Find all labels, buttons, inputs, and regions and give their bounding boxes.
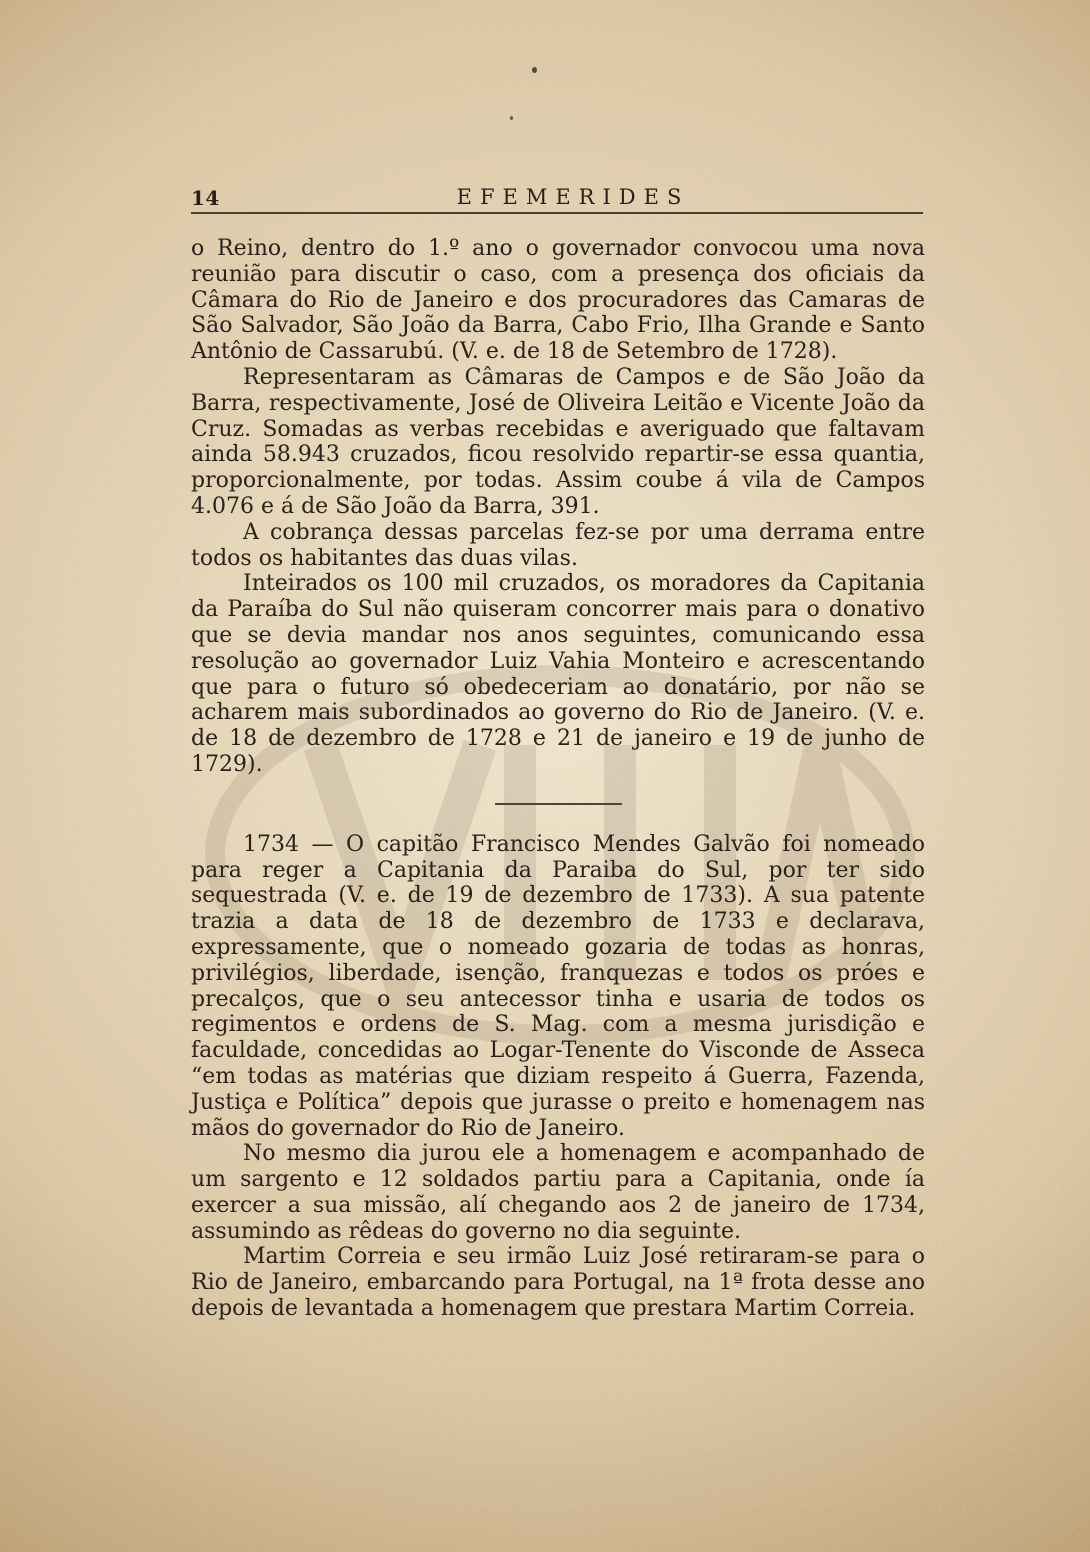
paragraph-collection: A cobrança dessas parcelas fez-se por uma derrama entre todos os habitantes das duas vilas. [191, 519, 925, 571]
page-header [191, 184, 923, 214]
body-text [191, 236, 925, 1322]
paragraph-1734-appointment: 1734 — O capitão Francisco Mendes Galvão foi nomeado para reger a Capitania da Paraiba do Sul, por ter sido sequestrada (V. e. de 19 de dezembro de 1733). A sua patente trazia a data de 18 de dezembro de 1733 e declarava, expressamente, que o nomeado gozaria de todas as honras, privilégios, liberdade, isenção, franquezas e todos os próes e precalços, que o seu antecessor tinha e usaria de todos os regimentos e ordens de S. Mag. com a mesma jurisdição e faculdade, concedidas ao Logar-Tenente do Visconde de Asseca “em todas as matérias que diziam respeito á Guerra, Fazenda, Justiça e Política” depois que jurasse o preito e homenagem nas mãos do governador do Rio de Janeiro. [191, 831, 925, 1141]
paragraph-residents: Inteirados os 100 mil cruzados, os moradores da Capitania da Paraíba do Sul não quiseram concorrer mais para o donativo que se devia mandar nos anos seguintes, comunicando essa resolução ao governador Luiz Vahia Monteiro e acrescentando que para o futuro só obedeceriam ao donatário, por não se acharem mais subordinados ao governo do Rio de Janeiro. (V. e. de 18 de dezembro de 1728 e 21 de janeiro e 19 de junho de 1729). [191, 571, 925, 777]
paper-speck [532, 67, 537, 73]
running-title: EFEMERIDES [456, 185, 690, 209]
paragraph-continuation: o Reino, dentro do 1.º ano o governador convocou uma nova reunião para discutir o caso, com a presença dos oficiais da Câmara do Rio de Janeiro e dos procuradores das Camaras de São Salvador, São João da Barra, Cabo Frio, Ilha Grande e Santo Antônio de Cassarubú. (V. e. de 18 de Setembro de 1728). [191, 236, 925, 365]
paragraph-martim-correia: Martim Correia e seu irmão Luiz José retiraram-se para o Rio de Janeiro, embarcando para Portugal, na 1ª frota desse ano depois de levantada a homenagem que prestara Martim Correia. [191, 1244, 925, 1322]
paragraph-representatives: Representaram as Câmaras de Campos e de São João da Barra, respectivamente, José de Oliveira Leitão e Vicente João da Cruz. Somadas as verbas recebidas e averiguado que faltavam ainda 58.943 cruzados, ficou resolvido repartir-se essa quantia, proporcionalmente, por todas. Assim coube á vila de Campos 4.076 e á de São João da Barra, 391. [191, 364, 925, 519]
paragraph-homage: No mesmo dia jurou ele a homenagem e acompanhado de um sargento e 12 soldados partiu para a Capitania, onde ía exercer a sua missão, alí chegando aos 2 de janeiro de 1734, assumindo as rêdeas do governo no dia seguinte. [191, 1141, 925, 1244]
section-divider [495, 803, 622, 805]
paper-speck [510, 116, 513, 120]
page-number: 14 [191, 186, 220, 210]
